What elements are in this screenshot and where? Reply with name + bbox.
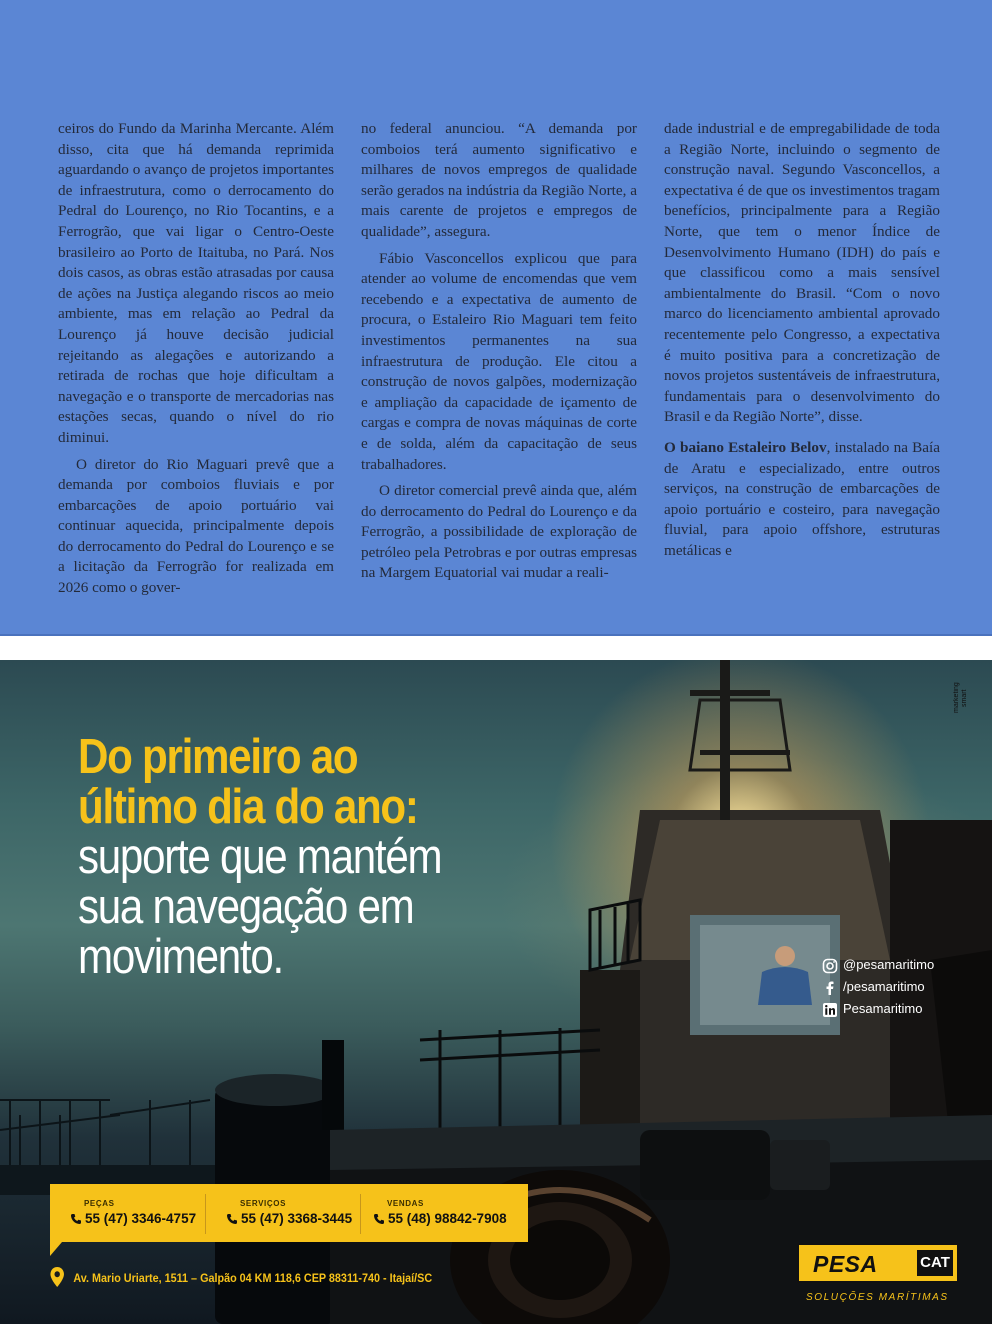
ad-headline [78, 732, 482, 982]
headline-line: suporte que mantém [78, 830, 442, 884]
article-column-1 [58, 119, 334, 599]
social-handle: Pesamaritimo [843, 1001, 923, 1016]
address-text: Av. Mario Uriarte, 1511 – Galpão 04 KM 118,6 CEP 88311-740 - Itajaí/SC [73, 1271, 433, 1285]
pesa-cat-logo[interactable] [797, 1243, 959, 1283]
paragraph [664, 438, 940, 562]
paragraph: no federal anunciou. “A demanda por comboios terá aumento significativo e milhares de novos empregos de qualidade serão gerados na indústria da Região Norte, a mais carente de projetos e empregos de qualidade”, assegura. [361, 120, 637, 240]
contact-label: PEÇAS [84, 1199, 115, 1208]
location-pin-icon [50, 1267, 64, 1287]
social-instagram[interactable] [822, 956, 982, 978]
paragraph: dade industrial e de empregabilidade de toda a Região Norte, incluindo o segmento de construção naval. Segundo Vasconcellos, a expectativa é de que os investimentos tragam benefícios, principalmente para a Região Norte, que tem o menor Índice de Desenvolvimento Humano (IDH) do país e que classificou como a mais sensível ambientalmente do Brasil. “Com o novo marco do licenciamento ambiental aprovado recentemente pelo Congresso, a expectativa é muito positiva para a concretização de novos projetos sustentáveis de infraestrutura, fundamentais para o desenvolvimento do Brasil e da Região Norte”, disse. [664, 120, 940, 426]
contact-label: VENDAS [387, 1199, 424, 1208]
bold-lead-in: O baiano Estaleiro Belov [664, 438, 827, 456]
paragraph-text: , instalado na Baía de Aratu e especializado, entre outros serviços, na construção de embarcações de apoio portuário e costeiro, para navegação fluvial, para apoio offshore, estruturas metálicas e [664, 438, 940, 559]
divider [205, 1194, 206, 1234]
instagram-icon [822, 958, 838, 974]
linkedin-icon [822, 1002, 838, 1018]
contact-pecas[interactable] [50, 1184, 200, 1242]
advertisement [0, 660, 992, 1324]
tug-superstructure [580, 660, 992, 1140]
contact-number: 55 (48) 98842-7908 [388, 1211, 507, 1226]
article-column-3 [664, 119, 940, 561]
contact-number: 55 (47) 3346-4757 [85, 1211, 197, 1226]
social-linkedin[interactable] [822, 1000, 982, 1022]
article-section [0, 0, 992, 636]
headline-line: sua navegação em [78, 880, 414, 934]
logo-cat-text: CAT [917, 1250, 953, 1276]
winch [640, 1130, 830, 1200]
headline-line: Do primeiro ao [78, 730, 358, 784]
brand-tagline: SOLUÇÕES MARÍTIMAS [806, 1292, 949, 1303]
headline-line: movimento. [78, 930, 283, 984]
divider [360, 1194, 361, 1234]
contact-label: SERVIÇOS [240, 1199, 286, 1208]
paragraph: Fábio Vasconcellos explicou que para atender ao volume de encomendas que vem recebendo e a expectativa de aumento de procura, o Estaleiro Rio Maguari tem feito investimentos permanentes na sua infraestrutura de produção. Ele citou a construção de novos galpões, modernização e ampliação da capacidade de içamento de cargas e compra de novas máquinas de corte e de solda, além da capacitação de seus trabalhadores. [361, 249, 637, 473]
article-column-2 [361, 119, 637, 584]
facebook-icon [822, 980, 838, 996]
phone-icon [226, 1213, 238, 1225]
contact-bar [50, 1184, 528, 1242]
contact-servicos[interactable] [210, 1184, 360, 1242]
logo-pesa-text: PESA [813, 1251, 878, 1277]
paragraph: ceiros do Fundo da Marinha Mercante. Além disso, cita que há demanda reprimida aguardando o avanço de projetos importantes de infraestrutura, como o derrocamento do Pedral do Lourenço, no Rio Tocantins, e a Ferrogrão, que vai ligar o Centro-Oeste brasileiro ao Porto de Itaituba, no Pará. Nos dois casos, as obras estão atrasadas por causa de ações na Justiça alegando riscos ao meio ambiente, mas em relação ao Pedral da Lourenço já houve decisão judicial rejeitando as alegações e autorizando a retirada de rochas que hoje dificultam a navegação e o transporte de mercadorias nas estações secas, quando o nível do rio diminui. [58, 120, 334, 446]
contact-vendas[interactable] [365, 1184, 525, 1242]
phone-icon [373, 1213, 385, 1225]
contact-number: 55 (47) 3368-3445 [241, 1211, 353, 1226]
social-facebook[interactable] [822, 978, 982, 1000]
paragraph: O diretor comercial prevê ainda que, além do derrocamento do Pedral do Lourenço e da Ferrogrão, a possibilidade de exploração de petróleo pela Petrobras e por outras empresas na Margem Equatorial vai mudar a reali- [361, 482, 637, 582]
agency-badge: marketing smart [953, 682, 968, 714]
social-handle: @pesamaritimo [843, 957, 935, 972]
headline-line: último dia do ano: [78, 780, 418, 834]
social-links [822, 956, 982, 1022]
paragraph: O diretor do Rio Maguari prevê que a demanda por comboios fluviais e por embarcações de apoio portuário vai continuar aquecida, principalmente depois do derrocamento do Pedral do Lourenço e se a licitação da Ferrogrão for realizada em 2026 como o gover- [58, 455, 334, 597]
phone-icon [70, 1213, 82, 1225]
social-handle: /pesamaritimo [843, 979, 925, 994]
